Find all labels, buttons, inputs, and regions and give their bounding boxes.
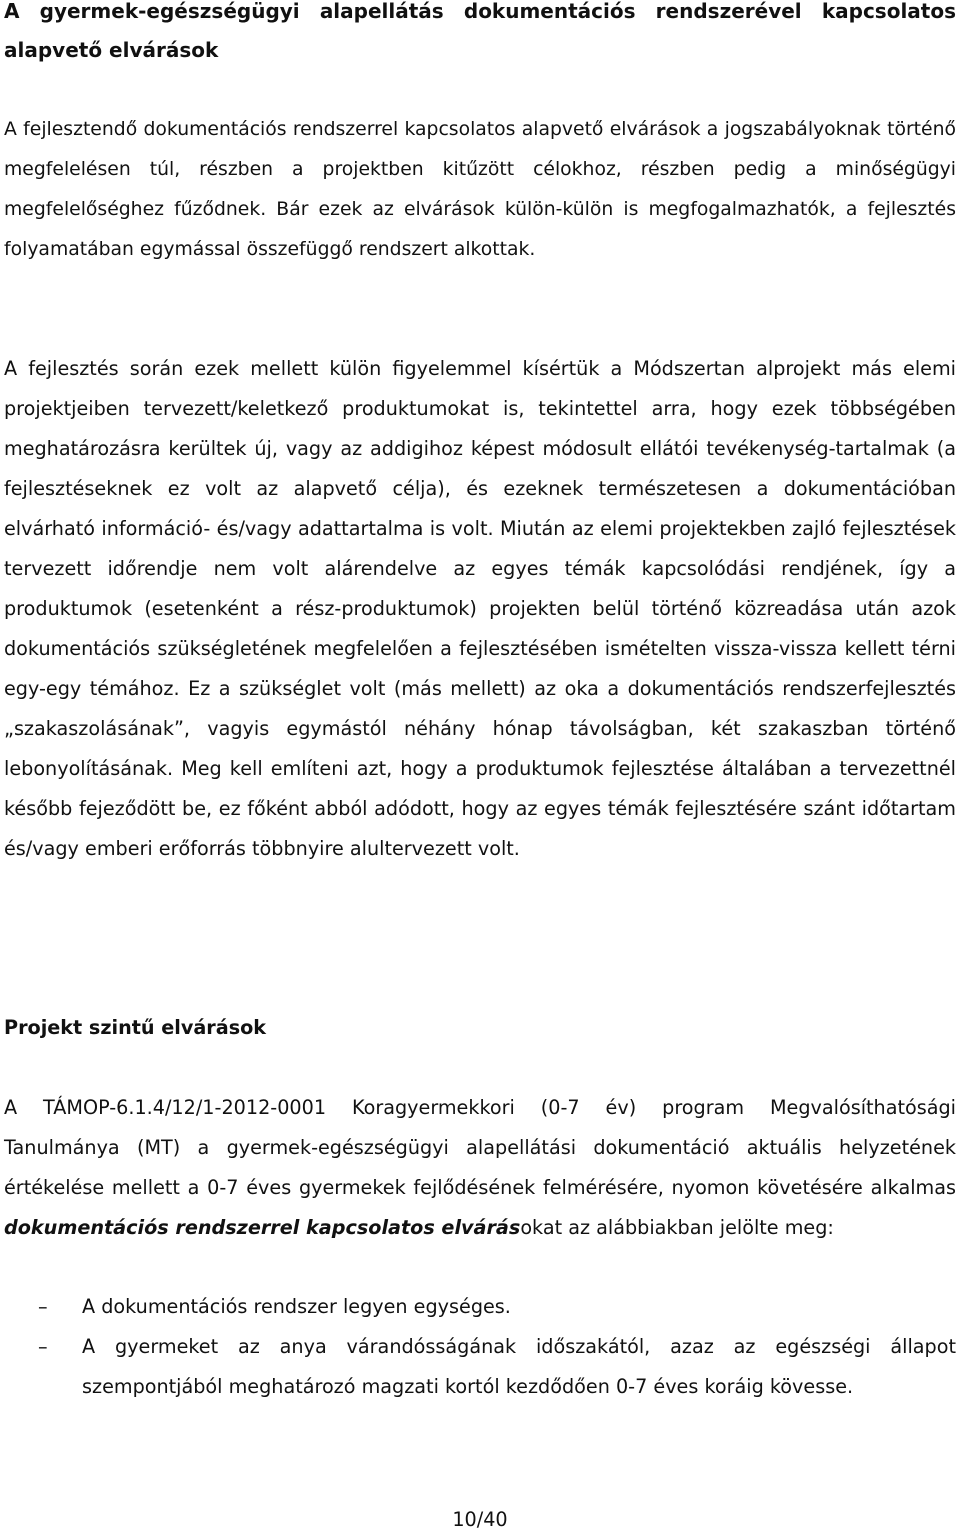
- intro-paragraph-block: [4, 110, 956, 270]
- development-paragraph: A fejlesztés során ezek mellett külön figyelemmel kísértük a Módszertan alprojekt más elemi projektjeiben tervezett/keletkező produktumokat is, tekintettel arra, hogy ezek többségében meghatározásra kerültek új, vagy az addigihoz képest módosult ellátói tevékenység-tartalmak (a fejlesztéseknek ez volt az alapvető célja), és ezeknek természetesen a dokumentációban elvárható információ- és/vagy adattartalma is volt. Miután az elemi projektekben zajló fejlesztések tervezett időrendje nem volt alárendelve az egyes témák kapcsolódási rendjének, így a produktumok (esetenként a rész-produktumok) projekten belül történő közreadása után azok dokumentációs szükségletének megfelelően a fejlesztésében ismételten vissza-vissza kellett térni egy-egy témához. Ez a szükséglet volt (más mellett) az oka a dokumentációs rendszerfejlesztés „szakaszolásának”, vagyis egymástól néhány hónap távolságban, két szakaszban történő lebonyolításának. Meg kell említeni azt, hogy a produktumok fejlesztése általában a tervezettnél később fejeződött be, ez főként abból adódott, hogy az egyes témák fejlesztésére szánt időtartam és/vagy emberi erőforrás többnyire alultervezett volt.: [4, 357, 956, 860]
- document-page: [4, 0, 956, 1534]
- subheading-block: [4, 1008, 956, 1048]
- intro-paragraph: A fejlesztendő dokumentációs rendszerrel kapcsolatos alapvető elvárások a jogszabályoknak történő megfelelésen túl, részben a projektben kitűzött célokhoz, részben pedig a minőségügyi megfelelőséghez fűződnek. Bár ezek az elvárások külön-külön is megfogalmazhatók, a fejlesztés folyamatában egymással összefüggő rendszert alkottak.: [4, 119, 956, 260]
- project-paragraph-emphasis: dokumentációs rendszerrel kapcsolatos elvárás: [4, 1216, 521, 1239]
- list-dash: –: [38, 1295, 48, 1318]
- project-level-subheading: Projekt szintű elvárások: [4, 1016, 267, 1039]
- list-dash: –: [38, 1335, 48, 1358]
- list-item-text: A dokumentációs rendszer legyen egységes.: [82, 1295, 511, 1318]
- page-number: 10/40: [452, 1508, 508, 1531]
- requirements-list: [4, 1287, 956, 1407]
- development-paragraph-block: [4, 349, 956, 869]
- project-paragraph-block: [4, 1088, 956, 1248]
- project-paragraph: [4, 1088, 956, 1248]
- list-item: [4, 1287, 956, 1327]
- section-heading-block: [4, 0, 956, 70]
- list-item: [4, 1327, 956, 1407]
- project-paragraph-text-end: okat az alábbiakban jelölte meg:: [520, 1216, 834, 1239]
- list-item-text: A gyermeket az anya várandósságának időszakától, azaz az egészségi állapot szempontjából meghatározó magzati kortól kezdődően 0-7 éves koráig kövesse.: [82, 1335, 956, 1398]
- project-paragraph-text: A TÁMOP-6.1.4/12/1-2012-0001 Koragyermekkori (0-7 év) program Megvalósíthatósági Tanulmánya (MT) a gyermek-egészségügyi alapellátási dokumentáció aktuális helyzetének értékelése mellett a 0-7 éves gyermekek fejlődésének felmérésére, nyomon követésére alkalmas: [4, 1096, 956, 1199]
- section-heading: A gyermek-egészségügyi alapellátás dokumentációs rendszerével kapcsolatos alapvető elvárások: [4, 0, 956, 62]
